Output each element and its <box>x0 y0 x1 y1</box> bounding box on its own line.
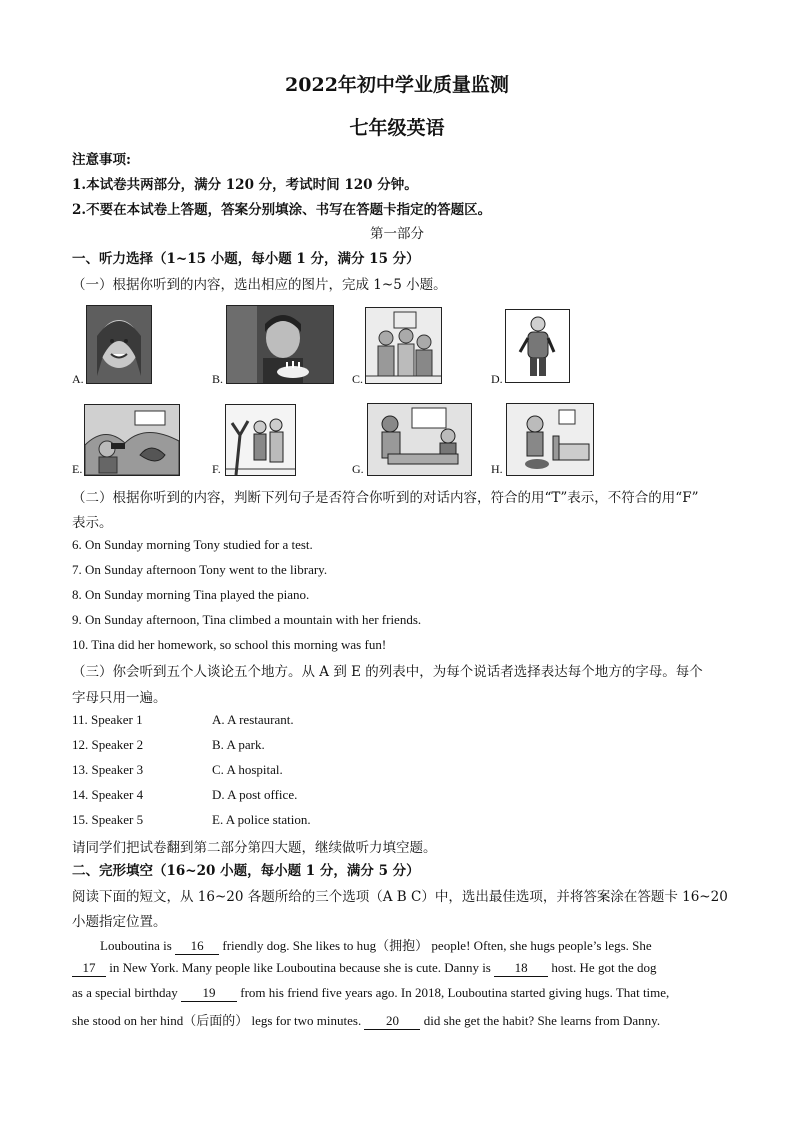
passage-text: Louboutina is <box>100 938 176 953</box>
picture-label-f: F. <box>212 462 221 476</box>
speaker-row-14 <box>72 787 298 803</box>
place-option: C. A hospital. <box>212 762 283 777</box>
blank-20: 20 <box>364 1013 420 1030</box>
passage-text: host. He got the dog <box>548 960 657 975</box>
smiling-girl-photo <box>86 305 152 384</box>
picture-label-b: B. <box>212 372 224 386</box>
man-standing-illustration <box>505 309 570 383</box>
statement-9: 9. On Sunday afternoon, Tina climbed a mountain with her friends. <box>72 612 422 627</box>
statement-8: 8. On Sunday morning Tina played the piano. <box>72 587 310 602</box>
turn-page-note: 请同学们把试卷翻到第二部分第四大题，继续做听力填空题。 <box>72 840 437 856</box>
picture-label-g: G. <box>352 462 364 476</box>
passage-text: in New York. Many people like Louboutina because she is cute. Danny is <box>106 960 495 975</box>
picture-label-h: H. <box>491 462 503 476</box>
sub3-instruction-line1: （三）你会听到五个人谈论五个地方。从 A 到 E 的列表中，为每个说话者选择表达每个地方的字母。每个 <box>72 664 703 680</box>
boy-binoculars-illustration <box>84 404 180 476</box>
sub1-instruction: （一）根据你听到的内容，选出相应的图片，完成 1~5 小题。 <box>72 277 447 293</box>
speaker-label: 15. Speaker 5 <box>72 812 144 827</box>
speaker-label: 13. Speaker 3 <box>72 762 144 777</box>
blank-18: 18 <box>494 960 548 977</box>
speaker-row-12 <box>72 737 265 753</box>
notice-item-1: 1.本试卷共两部分，满分 120 分，考试时间 120 分钟。 <box>72 177 418 193</box>
section1-heading: 一、听力选择（1~15 小题，每小题 1 分，满分 15 分） <box>72 251 420 267</box>
exam-title: 2022年初中学业质量监测 <box>285 74 509 96</box>
couple-tree-illustration <box>225 404 296 476</box>
sub2-instruction-line1: （二）根据你听到的内容，判断下列句子是否符合你听到的对话内容，符合的用“T”表示，不符合的用“F” <box>72 490 699 506</box>
passage-text: she stood on her hind（后面的） legs for two minutes. <box>72 1013 365 1028</box>
place-option: D. A post office. <box>212 787 298 802</box>
statement-10: 10. Tina did her homework, so school this morning was fun! <box>72 637 387 652</box>
passage-line-4 <box>72 1010 660 1030</box>
speaker-row-13 <box>72 762 283 778</box>
boy-birthday-cake-photo <box>226 305 334 384</box>
blank-17: 17 <box>72 960 106 977</box>
place-option: A. A restaurant. <box>212 712 294 727</box>
sub3-instruction-line2: 字母只用一遍。 <box>72 690 167 706</box>
section2-instruction-line1: 阅读下面的短文，从 16~20 各题所给的三个选项（A B C）中，选出最佳选项，并将答案涂在答题卡 16~20 <box>72 889 728 905</box>
notice-heading: 注意事项: <box>72 152 131 168</box>
passage-line-3 <box>72 985 669 1002</box>
passage-text: friendly dog. She likes to hug（拥抱） people! Often, she hugs people’s legs. She <box>219 938 652 953</box>
passage-text: from his friend five years ago. In 2018, Louboutina started giving hugs. That time, <box>237 985 670 1000</box>
blank-19: 19 <box>181 985 237 1002</box>
speaker-label: 12. Speaker 2 <box>72 737 144 752</box>
statement-6: 6. On Sunday morning Tony studied for a test. <box>72 537 313 552</box>
notice-item-2: 2.不要在本试卷上答题，答案分别填涂、书写在答题卡指定的答题区。 <box>72 202 492 218</box>
passage-text: did she get the habit? She learns from Danny. <box>420 1013 661 1028</box>
passage-line-2 <box>72 960 656 977</box>
part-one-label: 第一部分 <box>370 226 424 242</box>
section2-heading: 二、完形填空（16~20 小题，每小题 1 分，满分 5 分） <box>72 863 420 879</box>
picture-label-c: C. <box>352 372 364 386</box>
blank-16: 16 <box>175 938 219 955</box>
picture-label-e: E. <box>72 462 83 476</box>
place-option: E. A police station. <box>212 812 311 827</box>
statement-7: 7. On Sunday afternoon Tony went to the library. <box>72 562 328 577</box>
speaker-label: 11. Speaker 1 <box>72 712 143 727</box>
family-group-illustration <box>365 307 442 384</box>
speaker-row-11 <box>72 712 294 728</box>
section2-instruction-line2: 小题指定位置。 <box>72 914 167 930</box>
passage-text: as a special birthday <box>72 985 182 1000</box>
passage-line-1 <box>100 935 652 955</box>
exam-subtitle: 七年级英语 <box>349 117 445 139</box>
boy-bedroom-illustration <box>506 403 594 476</box>
classroom-illustration <box>367 403 472 476</box>
sub2-instruction-line2: 表示。 <box>72 515 113 531</box>
speaker-label: 14. Speaker 4 <box>72 787 144 802</box>
place-option: B. A park. <box>212 737 265 752</box>
speaker-row-15 <box>72 812 311 828</box>
picture-label-a: A. <box>72 372 84 386</box>
picture-label-d: D. <box>491 372 503 386</box>
